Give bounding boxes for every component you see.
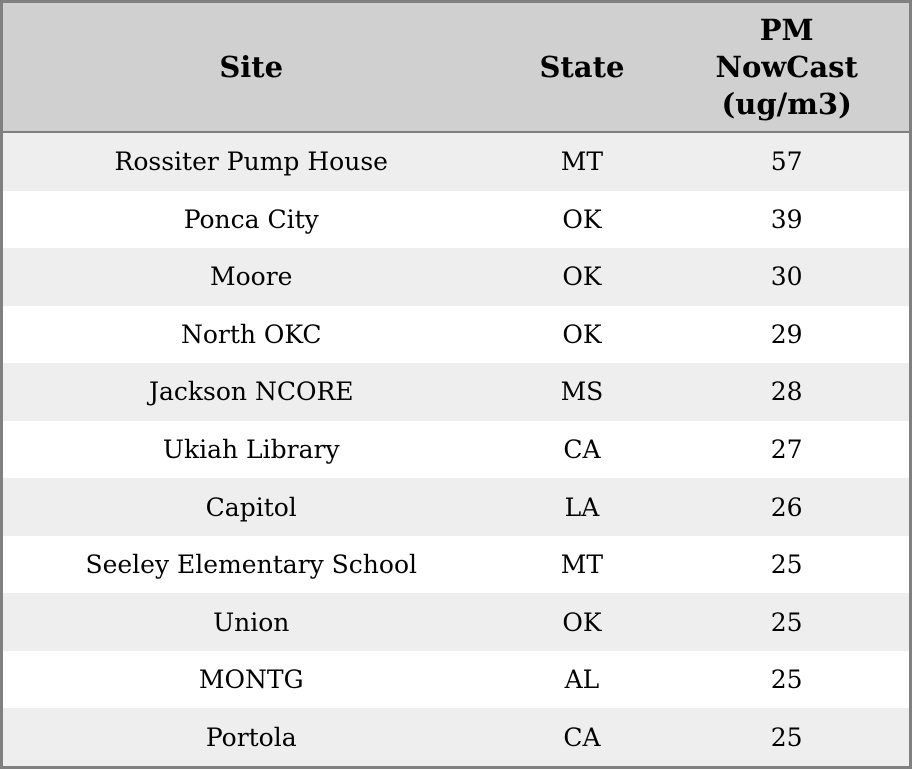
site-cell: Ponca City bbox=[183, 204, 319, 234]
site-cell: North OKC bbox=[180, 319, 322, 349]
site-cell: Union bbox=[213, 607, 290, 637]
table-row bbox=[3, 421, 909, 479]
table-header-row bbox=[3, 3, 909, 133]
table-row bbox=[3, 363, 909, 421]
site-cell: MONTG bbox=[198, 665, 304, 695]
pm-value-cell: 25 bbox=[770, 607, 803, 637]
column-header-pm-nowcast-label: PM NowCast (ug/m3) bbox=[715, 12, 858, 121]
site-cell: Moore bbox=[210, 262, 293, 292]
pm-value-cell: 25 bbox=[770, 722, 803, 752]
pm-value-cell: 28 bbox=[770, 377, 803, 407]
state-cell: OK bbox=[562, 204, 602, 234]
table-row bbox=[3, 651, 909, 709]
state-cell: CA bbox=[563, 722, 601, 752]
column-header-pm-nowcast bbox=[664, 12, 909, 123]
state-cell: MT bbox=[560, 550, 604, 580]
state-cell: LA bbox=[564, 492, 600, 522]
site-cell: Capitol bbox=[205, 492, 297, 522]
pm-value-cell: 57 bbox=[770, 147, 803, 177]
state-cell: CA bbox=[563, 435, 601, 464]
site-cell: Jackson NCORE bbox=[148, 377, 354, 407]
site-cell: Rossiter Pump House bbox=[114, 147, 388, 177]
state-cell: OK bbox=[562, 262, 602, 292]
table-row bbox=[3, 248, 909, 306]
pm-value-cell: 27 bbox=[770, 435, 803, 464]
state-cell: OK bbox=[562, 607, 602, 637]
table-row bbox=[3, 191, 909, 249]
pm-value-cell: 30 bbox=[770, 262, 803, 292]
pm-value-cell: 25 bbox=[770, 665, 803, 695]
state-cell: AL bbox=[564, 665, 600, 695]
table-row bbox=[3, 708, 909, 766]
site-cell: Ukiah Library bbox=[162, 435, 340, 464]
column-header-state-label: State bbox=[539, 49, 625, 84]
table-row bbox=[3, 536, 909, 594]
column-header-site-label: Site bbox=[219, 49, 284, 84]
table-body bbox=[3, 133, 909, 766]
state-cell: MS bbox=[560, 377, 604, 407]
pm-value-cell: 29 bbox=[770, 319, 803, 349]
pm-value-cell: 25 bbox=[770, 550, 803, 580]
table-row bbox=[3, 478, 909, 536]
site-cell: Portola bbox=[205, 722, 297, 752]
state-cell: MT bbox=[560, 147, 604, 177]
column-header-state bbox=[499, 49, 664, 86]
table-row bbox=[3, 133, 909, 191]
pm-value-cell: 26 bbox=[770, 492, 803, 522]
table-row bbox=[3, 593, 909, 651]
state-cell: OK bbox=[562, 319, 602, 349]
pm-value-cell: 39 bbox=[770, 204, 803, 234]
table-row bbox=[3, 306, 909, 364]
column-header-site bbox=[3, 49, 499, 86]
site-cell: Seeley Elementary School bbox=[85, 550, 417, 580]
